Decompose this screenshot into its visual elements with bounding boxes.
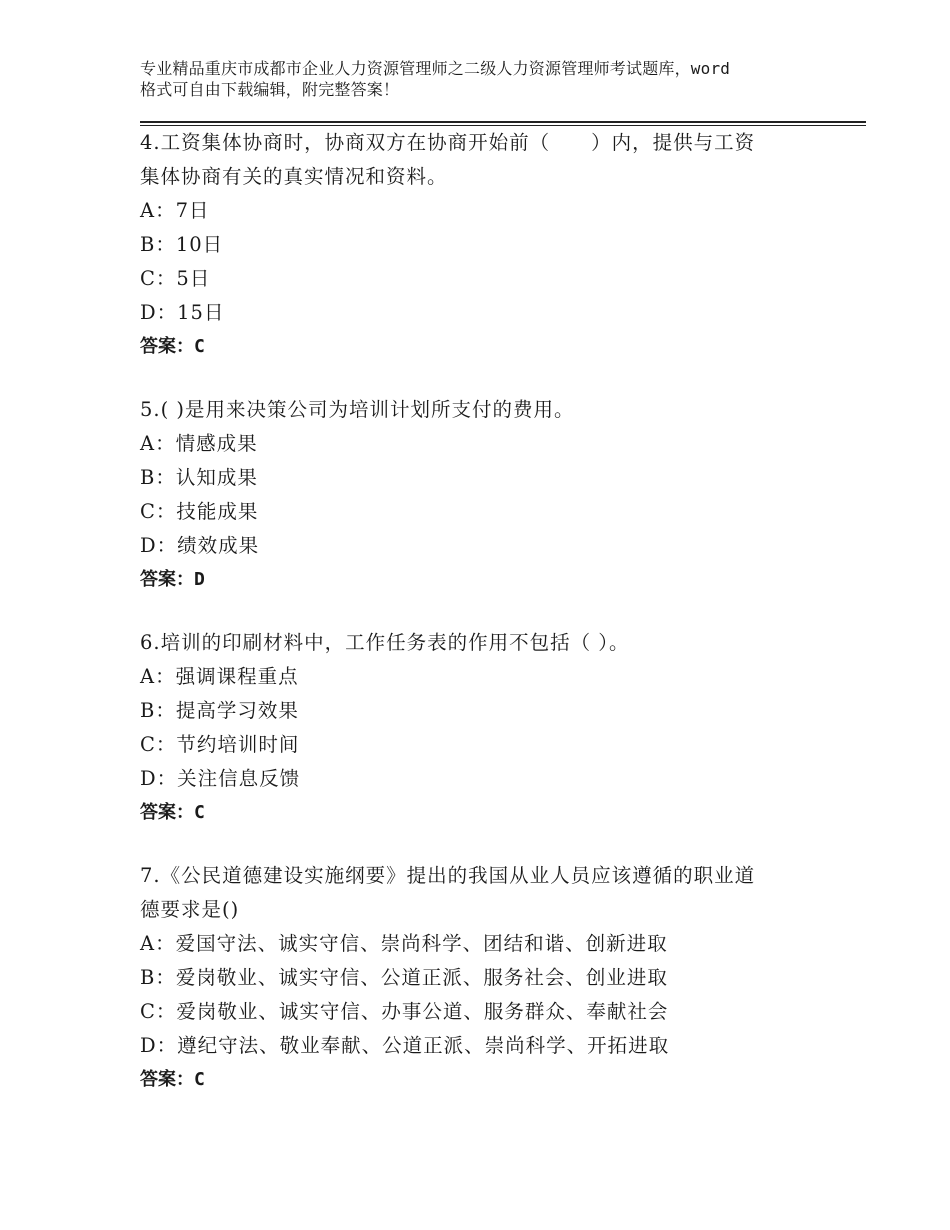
option-d: D：绩效成果 (140, 534, 260, 557)
header-line-2: 格式可自由下载编辑，附完整答案！ (140, 80, 400, 99)
question-stem (140, 859, 840, 927)
question-stem-line-1: 4.工资集体协商时，协商双方在协商开始前（ ）内，提供与工资 (140, 131, 756, 154)
answer-label: 答案： (140, 336, 194, 357)
question-stem-line-2: 德要求是() (140, 898, 240, 921)
question-stem-line-1: 7.《公民道德建设实施纲要》提出的我国从业人员应该遵循的职业道 (140, 864, 756, 887)
answer-line (140, 330, 840, 364)
option-b: B：提高学习效果 (140, 699, 299, 722)
question-7 (140, 859, 840, 1097)
question-5 (140, 393, 840, 597)
question-4 (140, 126, 840, 364)
question-stem (140, 393, 840, 427)
option-a: A：情感成果 (140, 432, 258, 455)
question-stem (140, 126, 840, 194)
answer-label: 答案： (140, 1069, 194, 1090)
option-c: C：节约培训时间 (140, 733, 300, 756)
answer-label: 答案： (140, 569, 194, 590)
option-d: D：遵纪守法、敬业奉献、公道正派、崇尚科学、开拓进取 (140, 1034, 670, 1057)
answer-line (140, 796, 840, 830)
option-c: C：5日 (140, 267, 211, 290)
option-b: B：10日 (140, 233, 224, 256)
answer-line (140, 1063, 840, 1097)
option-a: A：爱国守法、诚实守信、崇尚科学、团结和谐、创新进取 (140, 932, 668, 955)
header-line-1: 专业精品重庆市成都市企业人力资源管理师之二级人力资源管理师考试题库，word (140, 59, 731, 78)
option-c: C：爱岗敬业、诚实守信、办事公道、服务群众、奉献社会 (140, 1000, 669, 1023)
answer-value: C (194, 336, 205, 357)
answer-line (140, 563, 840, 597)
answer-label: 答案： (140, 802, 194, 823)
option-a: A：7日 (140, 199, 210, 222)
question-list (140, 126, 840, 1126)
question-stem-line-1: 6.培训的印刷材料中，工作任务表的作用不包括（ ）。 (140, 631, 630, 654)
answer-value: C (194, 1069, 205, 1090)
document-header (140, 58, 830, 100)
option-d: D：关注信息反馈 (140, 767, 301, 790)
header-rule-thick (140, 121, 866, 123)
question-stem-line-1: 5.( )是用来决策公司为培训计划所支付的费用。 (140, 398, 575, 421)
question-stem-line-2: 集体协商有关的真实情况和资料。 (140, 165, 448, 188)
answer-value: D (194, 569, 205, 590)
question-6 (140, 626, 840, 830)
option-b: B：认知成果 (140, 466, 258, 489)
answer-value: C (194, 802, 205, 823)
option-a: A：强调课程重点 (140, 665, 299, 688)
option-c: C：技能成果 (140, 500, 259, 523)
option-d: D：15日 (140, 301, 225, 324)
option-b: B：爱岗敬业、诚实守信、公道正派、服务社会、创业进取 (140, 966, 668, 989)
question-stem (140, 626, 840, 660)
